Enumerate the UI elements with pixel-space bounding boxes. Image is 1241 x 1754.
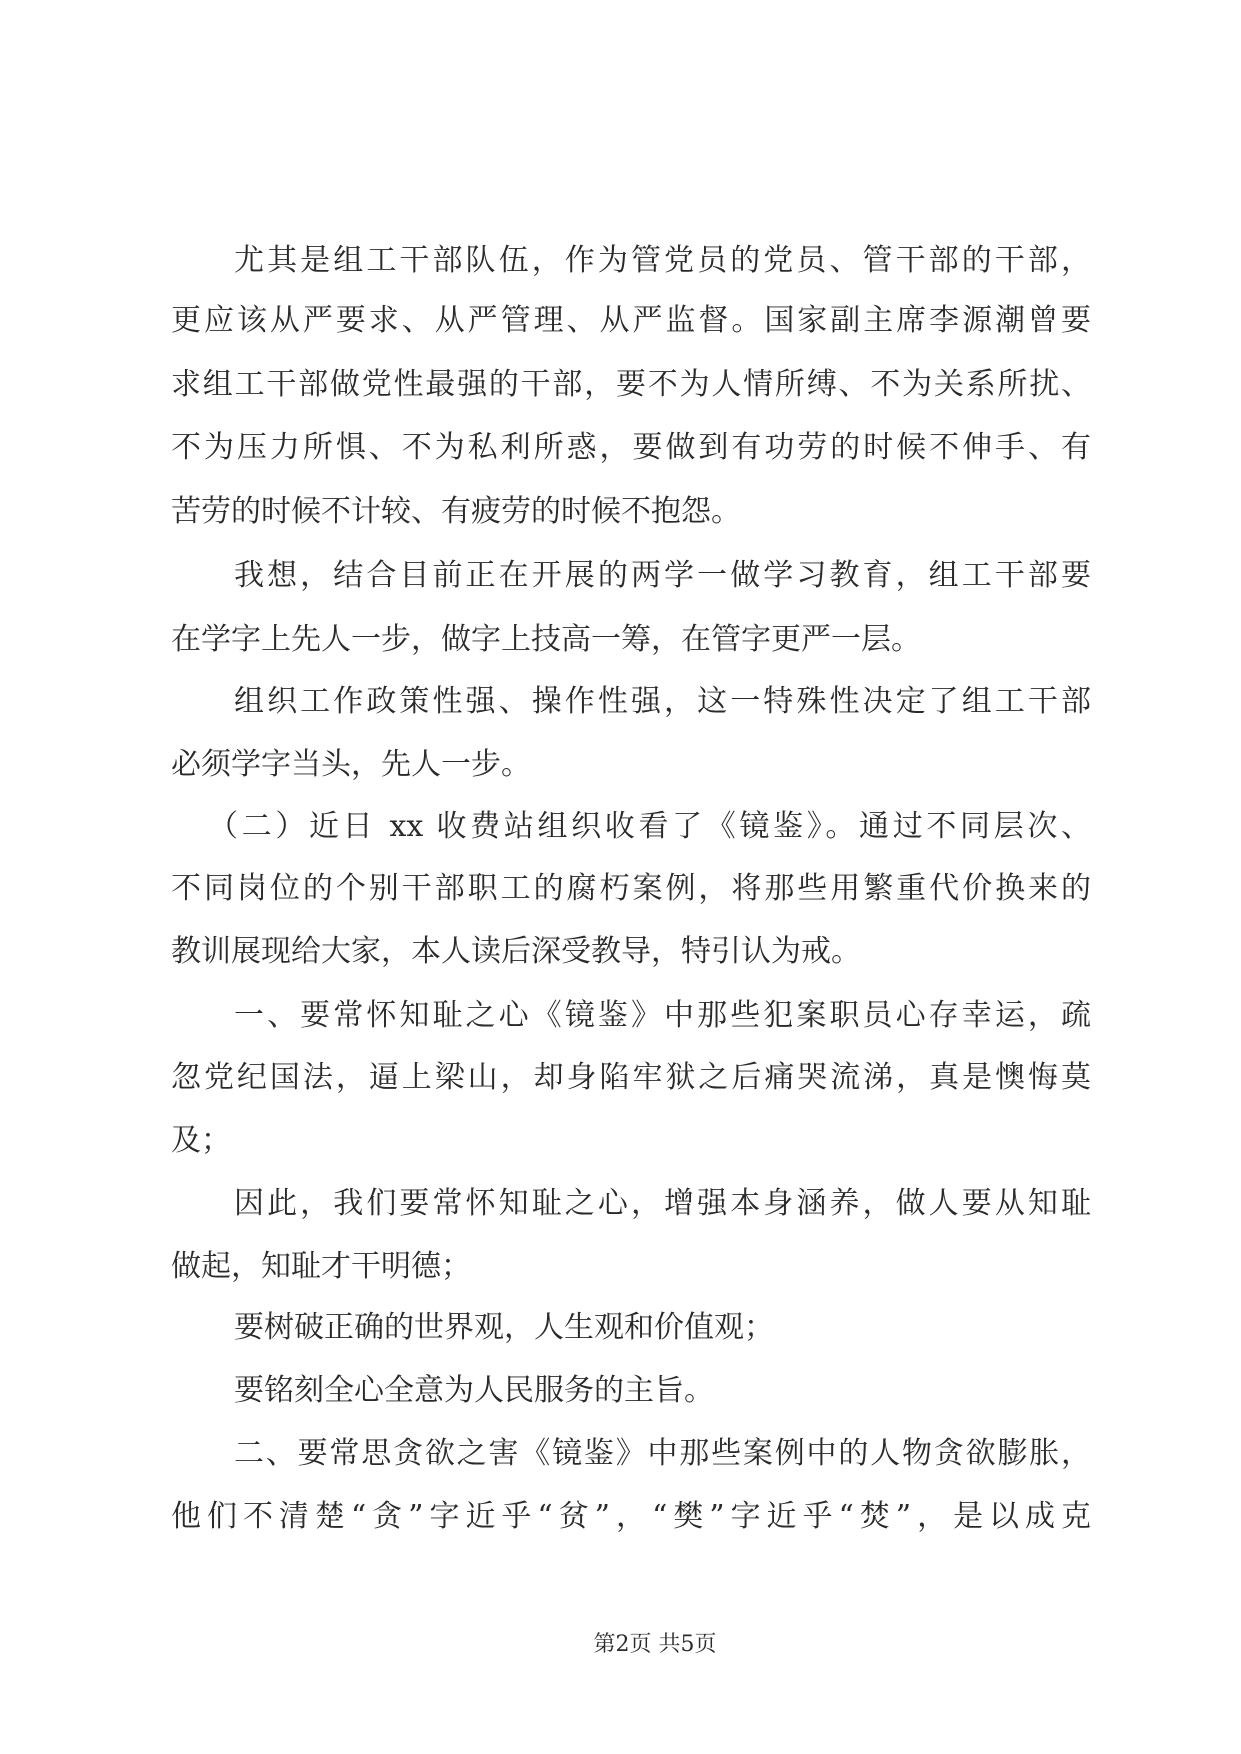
text-line: 忽党纪国法，逼上梁山，却身陷牢狱之后痛哭流涕，真是懊悔莫 (171, 1060, 1091, 1095)
text-line: 要铭刻全心全意为人民服务的主旨。 (234, 1373, 714, 1408)
text-line: （二）近日 xx 收费站组织收看了《镜鉴》。通过不同层次、 (208, 809, 1091, 844)
page-number-footer: 第2页 共5页 (593, 1632, 717, 1657)
text-line: 组织工作政策性强、操作性强，这一特殊性决定了组工干部 (234, 684, 1091, 719)
text-line: 二、要常思贪欲之害《镜鉴》中那些案例中的人物贪欲膨胀， (234, 1436, 1091, 1471)
text-line: 求组工干部做党性最强的干部，要不为人情所缚、不为关系所扰、 (171, 367, 1091, 402)
text-line: 不同岗位的个别干部职工的腐朽案例，将那些用繁重代价换来的 (171, 871, 1091, 906)
text-line: 教训展现给大家，本人读后深受教导，特引认为戒。 (171, 934, 861, 969)
text-line: 一、要常怀知耻之心《镜鉴》中那些犯案职员心存幸运，疏 (234, 998, 1091, 1033)
text-line: 及； (171, 1123, 231, 1158)
text-line: 做起，知耻才干明德； (171, 1249, 471, 1284)
text-line: 更应该从严要求、从严管理、从严监督。国家副主席李源潮曾要 (171, 303, 1091, 338)
text-line: 他们不清楚“贪”字近乎“贫”，“樊”字近乎“焚”，是以成克 (171, 1499, 1091, 1534)
text-line: 在学字上先人一步，做字上技高一筹，在管字更严一层。 (171, 622, 921, 657)
text-line: 不为压力所惧、不为私利所惑，要做到有功劳的时候不伸手、有 (171, 430, 1091, 465)
text-line: 必须学字当头，先人一步。 (171, 747, 531, 782)
text-line: 因此，我们要常怀知耻之心，增强本身涵养，做人要从知耻 (234, 1186, 1091, 1221)
text-line: 苦劳的时候不计较、有疲劳的时候不抱怨。 (171, 494, 741, 529)
text-line: 要树破正确的世界观，人生观和价值观； (234, 1310, 774, 1345)
text-line: 尤其是组工干部队伍，作为管党员的党员、管干部的干部， (234, 243, 1091, 278)
text-line: 我想，结合目前正在开展的两学一做学习教育，组工干部要 (234, 558, 1091, 593)
